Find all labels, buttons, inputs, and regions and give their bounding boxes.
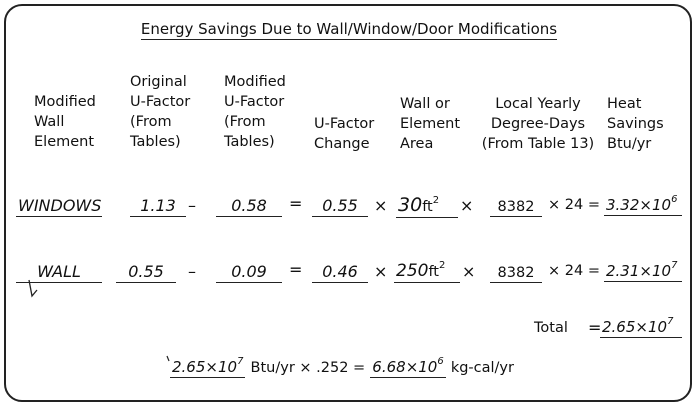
row-u-change: 0.46 <box>312 262 368 283</box>
row-element: WINDOWS <box>18 196 102 215</box>
row-original-u: 1.13 <box>130 196 186 217</box>
times-sign: × <box>374 196 388 215</box>
conversion-unit: kg-cal/yr <box>450 360 514 376</box>
row-area: $30ft^2$ <box>396 194 458 218</box>
conversion-input: $2.65\times 10^7$ <box>172 356 244 376</box>
row-heat-savings: $2.31\times 10^7$ <box>604 260 682 282</box>
conversion-line <box>170 356 514 378</box>
times-sign: × <box>374 262 388 281</box>
row-heat-savings: $3.32\times 10^6$ <box>604 194 682 216</box>
header-degree-days: Local Yearly Degree-Days (From Table 13) <box>481 96 595 152</box>
times-sign: × <box>460 196 474 215</box>
total-label: Total <box>534 320 568 336</box>
header-element-area: Wall or Element Area <box>400 96 461 152</box>
header-modified-u-factor: Modified U-Factor (From Tables) <box>224 74 286 150</box>
minus-sign: – <box>188 196 196 215</box>
equals-sign: = <box>289 260 303 279</box>
row-modified-u: 0.09 <box>216 262 282 283</box>
pencil-stroke-mark <box>26 278 42 300</box>
times-24: × 24 = <box>548 197 600 213</box>
row-u-change: 0.55 <box>312 196 368 217</box>
header-u-factor-change: U-Factor Change <box>314 116 375 152</box>
minus-sign: – <box>188 262 196 281</box>
times-24: × 24 = <box>548 263 600 279</box>
row-original-u: 0.55 <box>116 262 176 283</box>
times-sign: × <box>462 262 476 281</box>
worksheet-title: Energy Savings Due to Wall/Window/Door Modifications <box>140 20 558 38</box>
row-degree-days: 8382 <box>490 199 542 217</box>
conversion-operation: Btu/yr × .252 = <box>250 360 366 376</box>
total-value: $2.65\times 10^7$ <box>600 316 682 338</box>
total-equals: = <box>588 318 602 337</box>
row-degree-days: 8382 <box>490 265 542 283</box>
header-heat-savings: Heat Savings Btu/yr <box>607 96 664 152</box>
row-area: $250ft^2$ <box>394 260 460 283</box>
header-modified-element: Modified Wall Element <box>34 94 96 150</box>
conversion-result: $6.68\times 10^6$ <box>372 356 444 376</box>
header-original-u-factor: Original U-Factor (From Tables) <box>130 74 191 150</box>
equals-sign: = <box>289 194 303 213</box>
row-element: WALL <box>16 262 102 283</box>
row-modified-u: 0.58 <box>216 196 282 217</box>
